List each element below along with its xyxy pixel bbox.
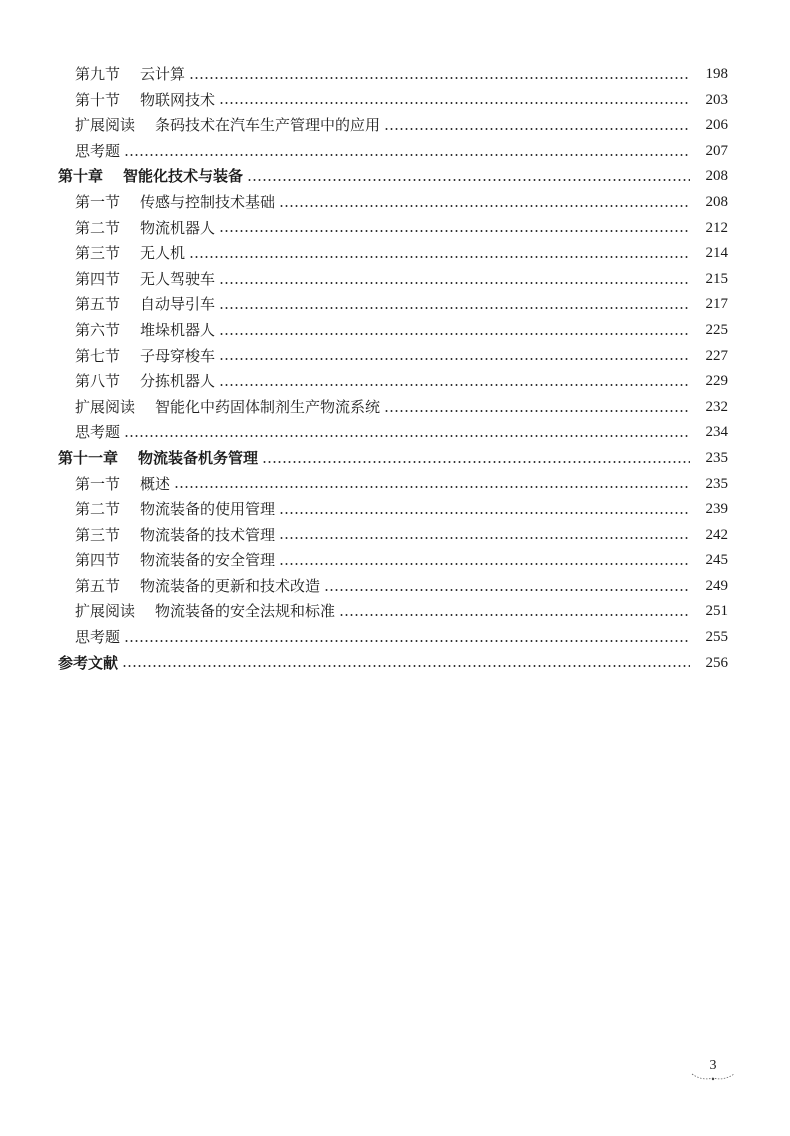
toc-entry-title: 分拣机器人 (140, 372, 216, 391)
toc-entry-page: 212 (705, 219, 728, 236)
toc-entry-page: 235 (705, 449, 728, 466)
toc-entry-number: 第七节 (75, 346, 121, 365)
toc-entry-number: 扩展阅读 (75, 116, 136, 135)
toc-entry-number: 第五节 (75, 576, 121, 595)
dot-leader (384, 410, 690, 412)
toc-entry-title: 物流装备的更新和技术改造 (140, 576, 321, 595)
toc-entry-title: 自动导引车 (140, 295, 216, 314)
toc-entry-page: 251 (705, 603, 728, 620)
toc-entry-page: 208 (705, 168, 728, 185)
toc-entry-title: 物流装备的技术管理 (140, 525, 276, 544)
toc-entry-title: 传感与控制技术基础 (140, 192, 276, 211)
toc-section-row[interactable] (0, 599, 790, 625)
toc-entry-number: 参考文献 (58, 653, 119, 672)
dot-leader (324, 589, 690, 591)
folio-ornament-icon (690, 1072, 736, 1082)
toc-entry-number: 第一节 (75, 474, 121, 493)
toc-entry-title: 物流机器人 (140, 218, 216, 237)
dot-leader (174, 486, 690, 488)
dot-leader (247, 179, 690, 181)
toc-entry-page: 225 (705, 321, 728, 338)
toc-entry-label (75, 625, 120, 651)
toc-entry-label (75, 241, 185, 267)
toc-entry-label (58, 164, 243, 190)
toc-entry-label (75, 139, 120, 165)
dot-leader (339, 614, 690, 616)
dot-leader (219, 333, 690, 335)
toc-entry-number: 第九节 (75, 65, 121, 83)
toc-section-row[interactable] (0, 344, 790, 370)
toc-entry-label (75, 113, 380, 139)
toc-entry-page: 215 (705, 270, 728, 287)
dot-leader (279, 537, 690, 539)
toc-entry-label (75, 548, 275, 574)
toc-section-row[interactable] (0, 88, 790, 114)
toc-entry-label (75, 267, 215, 293)
dot-leader (279, 512, 690, 514)
toc-entry-title: 堆垛机器人 (140, 320, 216, 339)
dot-leader (219, 230, 690, 232)
toc-section-row[interactable] (0, 267, 790, 293)
toc-entry-title: 物流装备的使用管理 (140, 500, 276, 519)
toc-entry-label (58, 446, 258, 472)
toc-entry-number: 第十节 (75, 90, 121, 109)
toc-entry-title: 云计算 (140, 65, 186, 83)
toc-entry-number: 第二节 (75, 500, 121, 519)
toc-chapter-row[interactable] (0, 651, 790, 677)
toc-entry-page: 208 (705, 193, 728, 210)
toc-entry-title: 无人机 (140, 244, 186, 263)
toc-entry-label (75, 216, 215, 242)
toc-entry-number: 扩展阅读 (75, 602, 136, 621)
toc-entry-page: 207 (705, 142, 728, 159)
toc-entry-number: 思考题 (75, 141, 121, 160)
toc-entry-title: 智能化中药固体制剂生产物流系统 (155, 397, 381, 416)
toc-entry-number: 思考题 (75, 423, 121, 442)
toc-entry-page: 227 (705, 347, 728, 364)
toc-entry-label (75, 599, 335, 625)
dot-leader (124, 640, 690, 642)
toc-section-row[interactable] (0, 318, 790, 344)
toc-entry-number: 扩展阅读 (75, 397, 136, 416)
toc-entry-label (75, 523, 275, 549)
toc-entry-number: 思考题 (75, 628, 121, 647)
toc-entry-label (75, 497, 275, 523)
toc-chapter-row[interactable] (0, 446, 790, 472)
toc-entry-page: 198 (705, 66, 728, 82)
toc-section-row[interactable] (0, 62, 790, 88)
toc-entry-number: 第八节 (75, 372, 121, 391)
toc-entry-label (75, 472, 170, 498)
toc-entry-title: 物联网技术 (140, 90, 216, 109)
page-number-text: 3 (709, 1058, 717, 1073)
toc-section-row[interactable] (0, 625, 790, 651)
toc-entry-label (75, 369, 215, 395)
toc-entry-title: 概述 (140, 474, 171, 493)
toc-entry-label (75, 88, 215, 114)
toc-entry-label (75, 344, 215, 370)
toc-entry-page: 245 (705, 552, 728, 569)
toc-entry-label (75, 190, 275, 216)
toc-entry-label (75, 420, 120, 446)
toc-section-row[interactable] (0, 241, 790, 267)
toc-entry-page: 239 (705, 501, 728, 518)
dot-leader (219, 307, 690, 309)
toc-entry-page: 232 (705, 398, 728, 415)
toc-entry-title: 子母穿梭车 (140, 346, 216, 365)
toc-entry-page: 234 (705, 424, 728, 441)
toc-entry-number: 第二节 (75, 218, 121, 237)
table-of-contents (0, 62, 790, 676)
toc-section-row[interactable] (0, 395, 790, 421)
toc-entry-page: 206 (705, 117, 728, 134)
dot-leader (189, 256, 690, 258)
toc-entry-page: 229 (705, 373, 728, 390)
toc-entry-title: 物流装备的安全法规和标准 (155, 602, 336, 621)
dot-leader (219, 102, 690, 104)
toc-entry-page: 255 (705, 629, 728, 646)
toc-entry-label (75, 574, 320, 600)
toc-section-row[interactable] (0, 190, 790, 216)
toc-entry-number: 第十章 (58, 167, 104, 186)
dot-leader (384, 128, 690, 130)
toc-section-row[interactable] (0, 548, 790, 574)
toc-entry-page: 249 (705, 577, 728, 594)
toc-section-row[interactable] (0, 113, 790, 139)
toc-entry-label (58, 651, 118, 677)
toc-section-row[interactable] (0, 139, 790, 165)
toc-entry-title: 条码技术在汽车生产管理中的应用 (155, 116, 381, 135)
toc-entry-number: 第十一章 (58, 448, 119, 467)
dot-leader (219, 358, 690, 360)
toc-entry-number: 第三节 (75, 525, 121, 544)
dot-leader (189, 77, 690, 79)
toc-entry-page: 256 (705, 654, 728, 671)
toc-section-row[interactable] (0, 574, 790, 600)
toc-entry-number: 第三节 (75, 244, 121, 263)
toc-entry-page: 242 (705, 526, 728, 543)
toc-section-row[interactable] (0, 523, 790, 549)
toc-entry-number: 第一节 (75, 192, 121, 211)
toc-entry-label (75, 292, 215, 318)
toc-entry-number: 第六节 (75, 320, 121, 339)
toc-entry-title: 智能化技术与装备 (123, 167, 244, 186)
dot-leader (279, 205, 690, 207)
toc-entry-label (75, 395, 380, 421)
toc-entry-page: 214 (705, 245, 728, 262)
toc-section-row[interactable] (0, 497, 790, 523)
toc-entry-title: 物流装备机务管理 (138, 448, 259, 467)
toc-entry-number: 第五节 (75, 295, 121, 314)
dot-leader (124, 154, 690, 156)
toc-entry-page: 203 (705, 91, 728, 108)
toc-entry-number: 第四节 (75, 551, 121, 570)
toc-section-row[interactable] (0, 420, 790, 446)
dot-leader (219, 384, 690, 386)
dot-leader (262, 461, 690, 463)
toc-entry-title: 无人驾驶车 (140, 269, 216, 288)
toc-entry-page: 235 (705, 475, 728, 492)
toc-section-row[interactable] (0, 216, 790, 242)
toc-entry-title: 物流装备的安全管理 (140, 551, 276, 570)
dot-leader (279, 563, 690, 565)
toc-section-row[interactable] (0, 292, 790, 318)
toc-chapter-row[interactable] (0, 164, 790, 190)
toc-entry-number: 第四节 (75, 269, 121, 288)
dot-leader (219, 282, 690, 284)
toc-entry-label (75, 318, 215, 344)
dot-leader (124, 435, 690, 437)
dot-leader (122, 665, 690, 667)
toc-section-row[interactable] (0, 472, 790, 498)
toc-entry-label (75, 62, 185, 88)
toc-section-row[interactable] (0, 369, 790, 395)
page-number (690, 1058, 736, 1086)
toc-entry-page: 217 (705, 296, 728, 313)
